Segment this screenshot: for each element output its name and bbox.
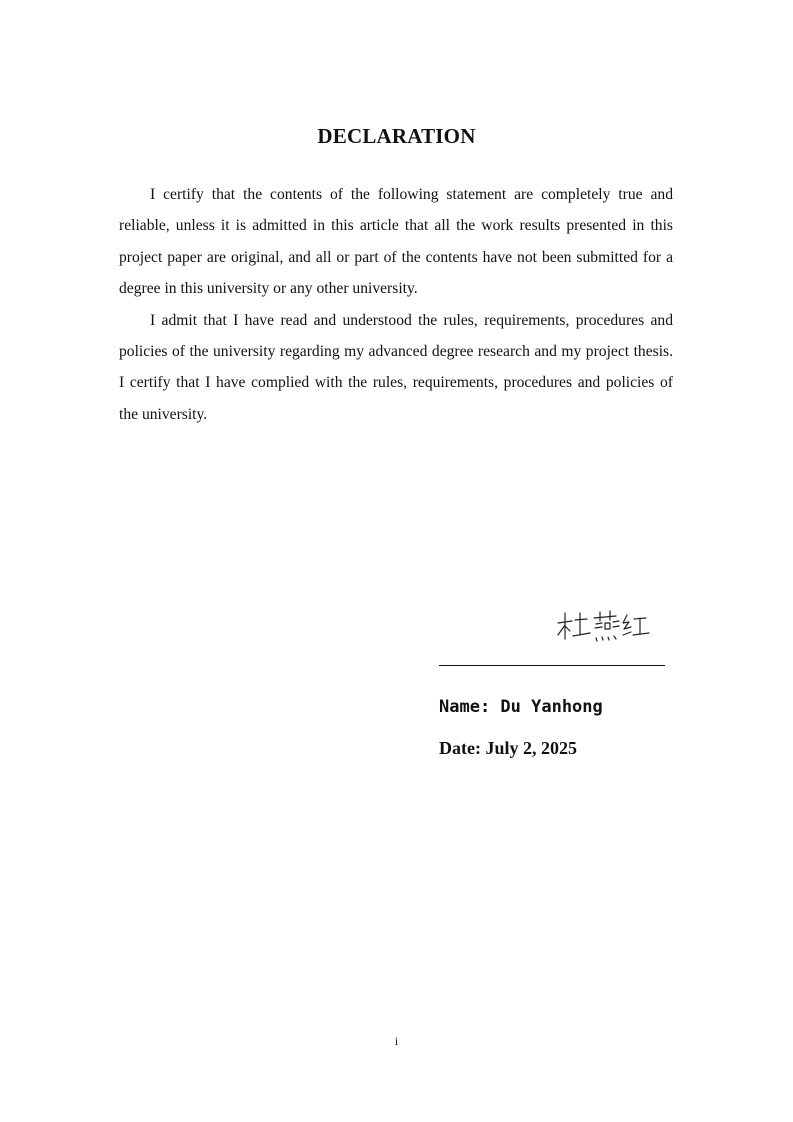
paragraph-2: I admit that I have read and understood the rules, requirements, procedures and policies of the university regarding my advanced degree research and my project thesis. I certify that I have complied with the rules, requirements, procedures and policies of the university. [119,311,673,423]
signer-name: Name: Du Yanhong [439,697,603,717]
handwritten-signature [556,609,652,645]
paragraph-1: I certify that the contents of the following statement are completely true and reliable, unless it is admitted in this article that all the work results presented in this project paper are original, and all or part of the contents have not been submitted for a degree in this university or any other university. [119,186,673,298]
declaration-body [119,179,673,430]
page-number: i [394,1034,399,1048]
signature-date: Date: July 2, 2025 [439,738,577,758]
signature-line [439,665,665,666]
page-title: DECLARATION [317,124,476,148]
